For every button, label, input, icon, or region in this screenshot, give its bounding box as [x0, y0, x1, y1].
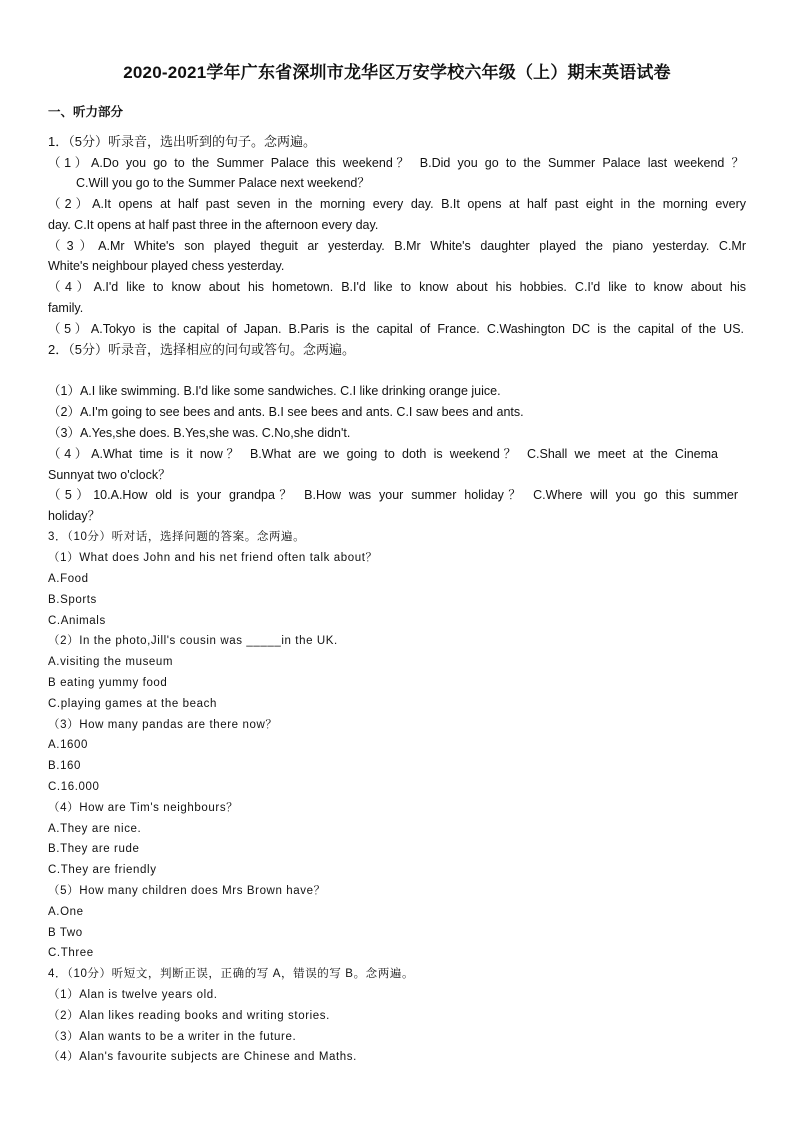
- question-3-line: B eating yummy food: [48, 677, 168, 689]
- question-4-line: （2）Alan likes reading books and writing stories.: [48, 1010, 330, 1022]
- question-2-line: （1）A.I like swimming. B.I'd like some sandwiches. C.I like drinking orange juice.: [48, 384, 501, 398]
- question-4-line: （3）Alan wants to be a writer in the future.: [48, 1031, 297, 1043]
- question-4-heading: 4．（10分）听短文，判断正误，正确的写 A，错误的写 B。念两遍。: [48, 968, 415, 980]
- question-3-heading: 3．（10分）听对话，选择问题的答案。念两遍。: [48, 531, 306, 543]
- question-3-line: C.16.000: [48, 781, 100, 793]
- page-title: 2020-2021学年广东省深圳市龙华区万安学校六年级（上）期末英语试卷: [123, 63, 671, 82]
- question-2-line: （5）10.A.How old is your grandpa？ B.How was your summer holiday？ C.Where will you go this summer: [48, 488, 738, 502]
- question-3-line: C.They are friendly: [48, 864, 157, 876]
- question-1-line: （1）A.Do you go to the Summer Palace this weekend？ B.Did you go to the Summer Palace last weekend ？: [48, 156, 744, 170]
- question-3-line: A.1600: [48, 739, 89, 751]
- question-3-line: （4）How are Tim's neighbours？: [48, 802, 239, 814]
- question-2-line: （4）A.What time is it now？ B.What are we going to doth is weekend？ C.Shall we meet at the Cinema: [48, 447, 718, 461]
- question-4-line: （1）Alan is twelve years old.: [48, 989, 218, 1001]
- question-3-line: （5）How many children does Mrs Brown have？: [48, 885, 326, 897]
- question-3-line: C.playing games at the beach: [48, 698, 217, 710]
- question-3-line: A.visiting the museum: [48, 656, 174, 668]
- question-1-line: （2）A.It opens at half past seven in the morning every day. B.It opens at half past eight in the morning every: [48, 197, 746, 211]
- question-3-line: A.One: [48, 906, 84, 918]
- question-3-line: （1）What does John and his net friend often talk about？: [48, 552, 378, 564]
- question-3-line: B.They are rude: [48, 843, 140, 855]
- question-3-line: A.Food: [48, 573, 89, 585]
- question-3-line: B Two: [48, 927, 83, 939]
- question-2-line: holiday？: [48, 509, 101, 523]
- question-2-line: Sunnyat two o'clock？: [48, 468, 171, 482]
- question-2-line: （3）A.Yes,she does. B.Yes,she was. C.No,she didn't.: [48, 426, 351, 440]
- question-3-line: B.Sports: [48, 594, 97, 606]
- question-1-heading: 1．（5分）听录音，选出听到的句子。念两遍。: [48, 134, 316, 149]
- question-1-line: White's neighbour played chess yesterday.: [48, 259, 285, 273]
- question-4-line: （4）Alan's favourite subjects are Chinese and Maths.: [48, 1051, 357, 1063]
- question-3-line: （3）How many pandas are there now？: [48, 719, 278, 731]
- question-1-line: （3）A.Mr White's son played theguit ar yesterday. B.Mr White's daughter played the piano yesterday. C.Mr: [48, 239, 746, 253]
- question-3-line: A.They are nice.: [48, 823, 142, 835]
- question-3-line: C.Animals: [48, 615, 106, 627]
- question-2-heading: 2．（5分）听录音，选择相应的问句或答句。念两遍。: [48, 342, 355, 357]
- question-1-line: （5）A.Tokyo is the capital of Japan. B.Paris is the capital of France. C.Washington DC is the capital of the US.: [48, 322, 744, 336]
- question-1-line: day. C.It opens at half past three in the afternoon every day.: [48, 218, 379, 232]
- question-1-line: （4）A.I'd like to know about his hometown. B.I'd like to know about his hobbies. C.I'd like to know about his: [48, 280, 746, 294]
- question-3-line: B.160: [48, 760, 82, 772]
- question-3-line: C.Three: [48, 947, 94, 959]
- question-1-line: C.Will you go to the Summer Palace next weekend？: [76, 176, 370, 190]
- section-heading: 一、听力部分: [48, 105, 124, 119]
- question-2-line: （2）A.I'm going to see bees and ants. B.I see bees and ants. C.I saw bees and ants.: [48, 405, 524, 419]
- question-1-line: family.: [48, 301, 84, 315]
- question-3-line: （2）In the photo,Jill's cousin was _____in the UK.: [48, 635, 338, 647]
